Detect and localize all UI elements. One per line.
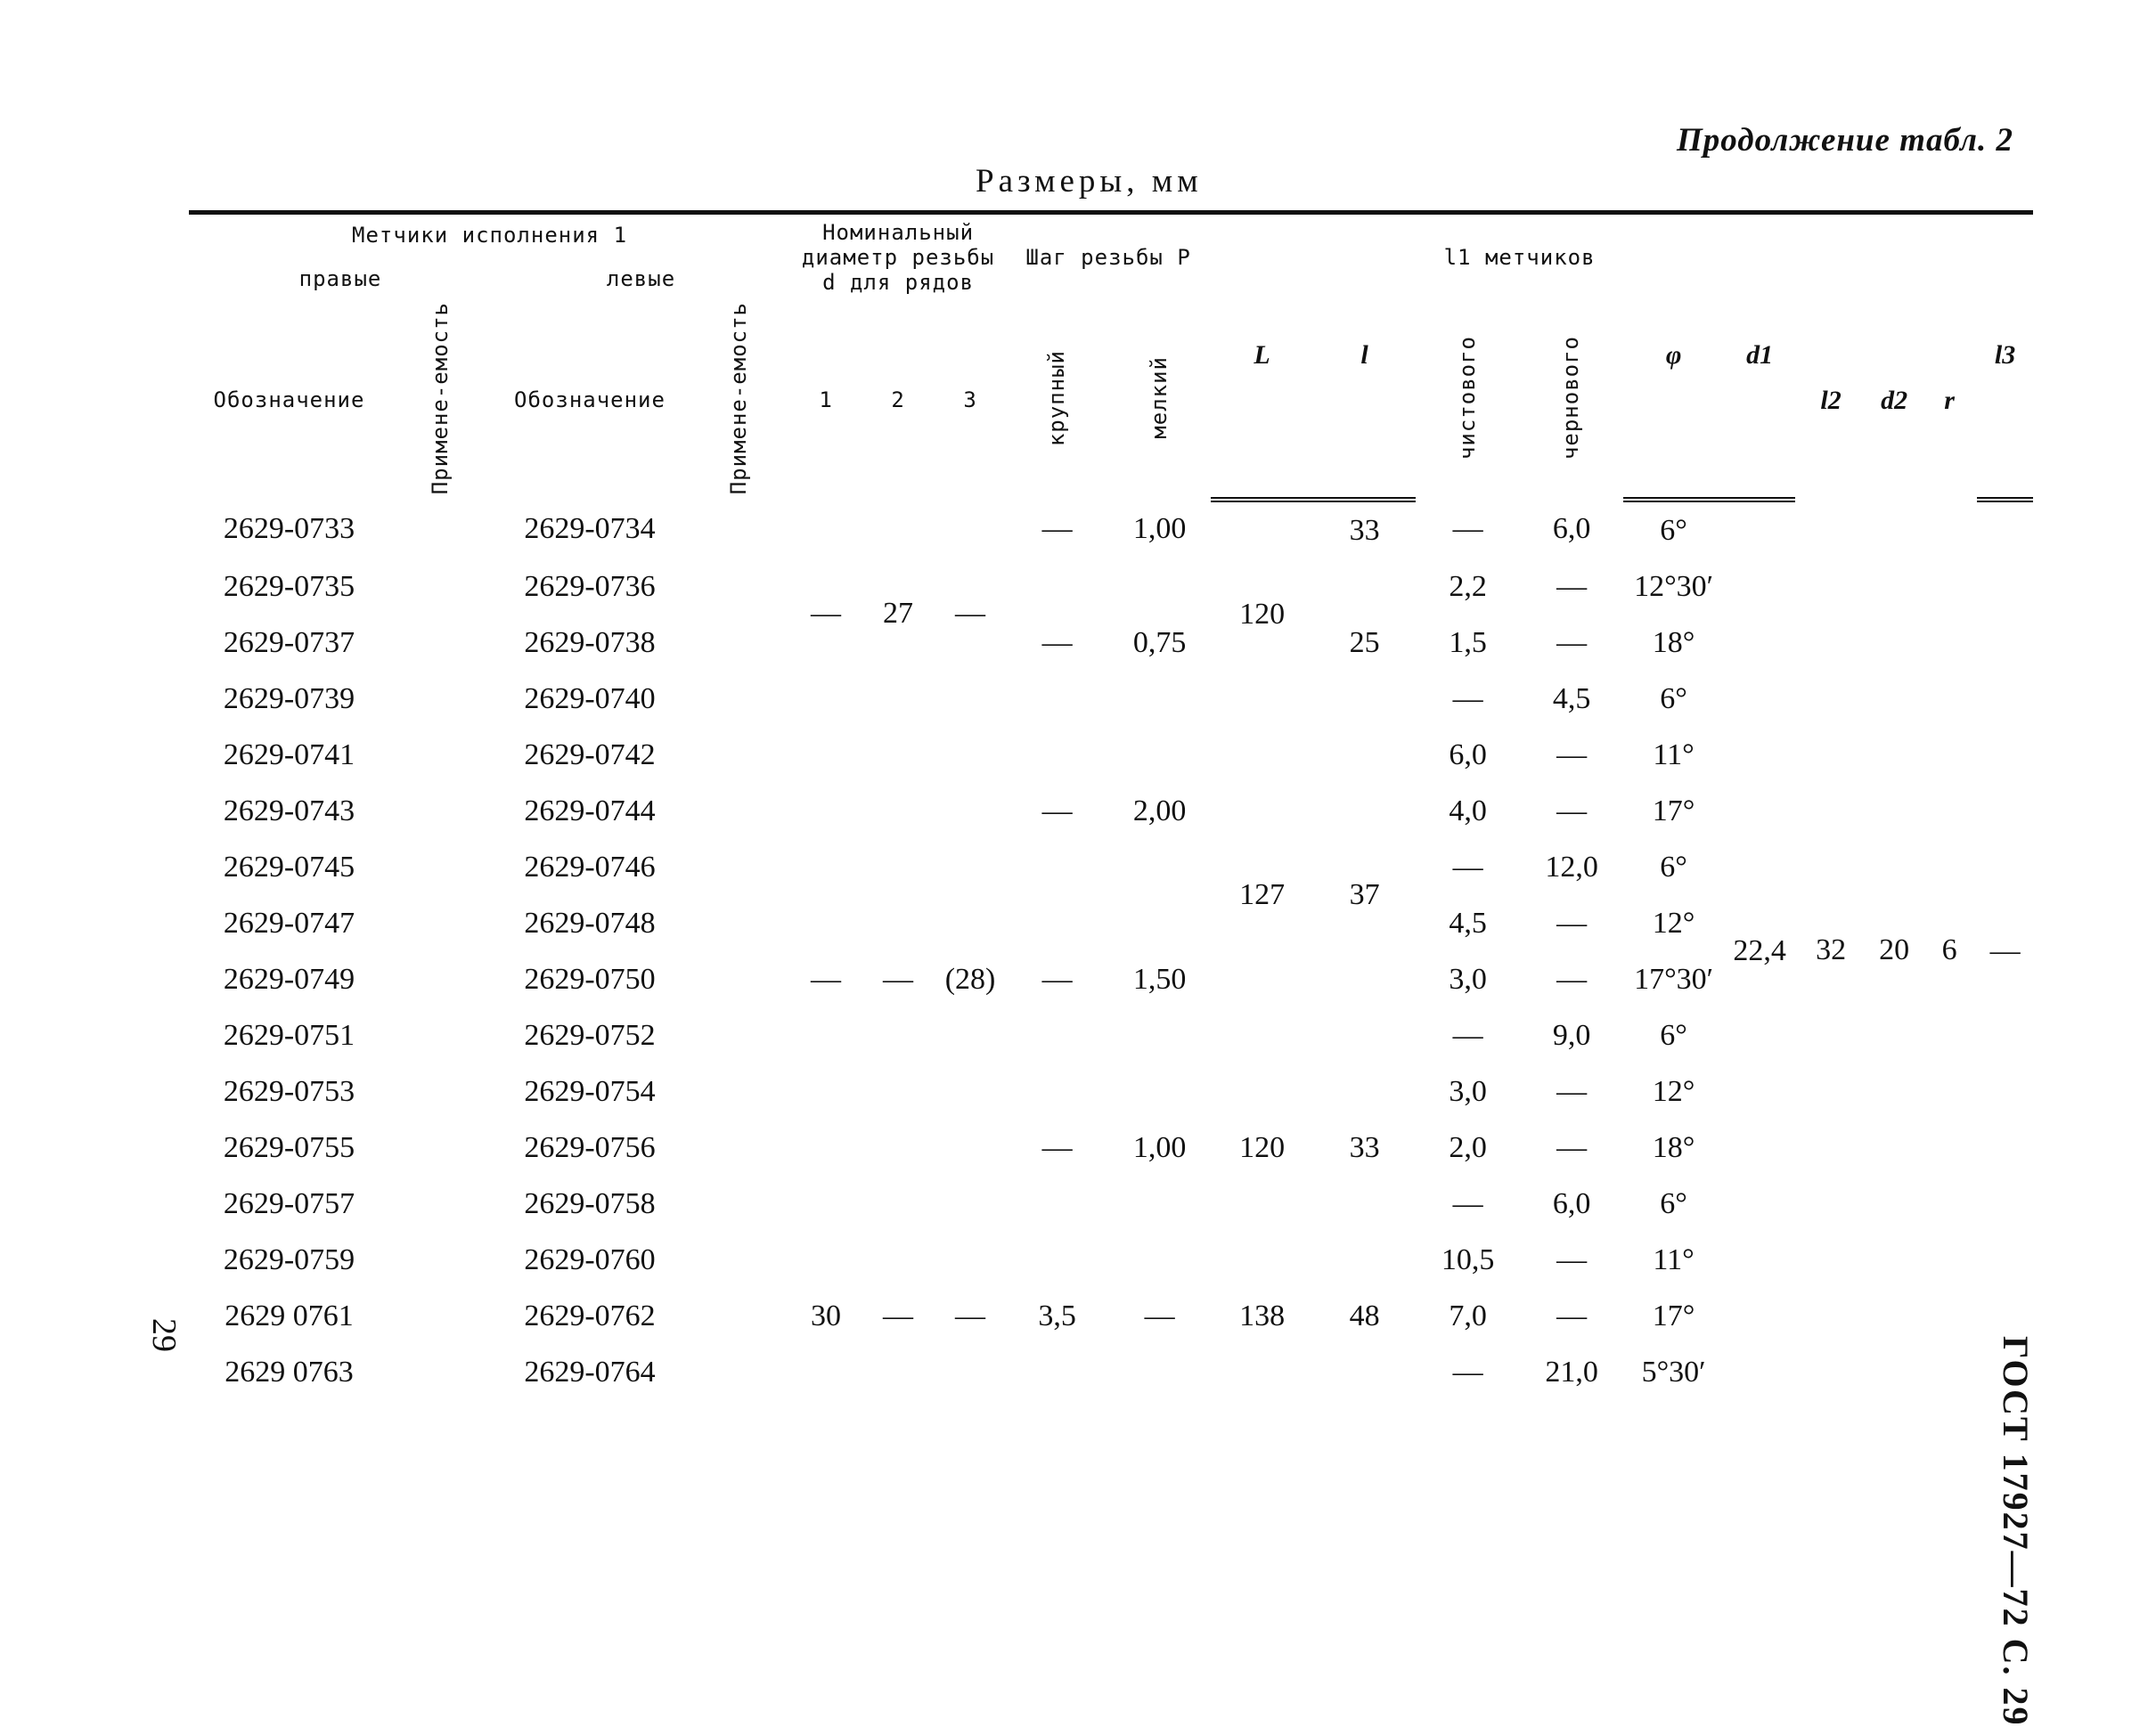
pitch-coarse: 3,5 <box>1038 1299 1076 1332</box>
l1-finishing: 1,5 <box>1449 625 1487 659</box>
designation-right: 2629-0735 <box>223 569 355 603</box>
l1-finishing: 2,0 <box>1449 1130 1487 1164</box>
designation-left: 2629-0752 <box>524 1018 656 1052</box>
designation-right: 2629-0753 <box>223 1074 355 1108</box>
designation-left: 2629-0736 <box>524 569 656 603</box>
applicability-right <box>389 500 492 558</box>
pitch-fine: 2,00 <box>1132 794 1187 827</box>
l1-roughing: — <box>1556 1074 1588 1108</box>
pitch-coarse: — <box>1041 962 1073 996</box>
designation-left-header: Обозначение <box>514 387 666 413</box>
coarse-header: крупный <box>1043 349 1069 446</box>
page-number: 29 <box>145 1318 183 1352</box>
applicability-right <box>389 558 492 615</box>
applicability-right <box>389 1120 492 1176</box>
designation-left: 2629-0750 <box>524 962 656 996</box>
angle-phi: 6° <box>1660 1186 1687 1220</box>
l1-roughing: 9,0 <box>1552 1018 1591 1052</box>
angle-phi: 12° <box>1652 906 1695 940</box>
dims-group-header <box>1795 213 1977 302</box>
applicability-left <box>688 727 790 783</box>
applicability-left-header: Примене-емость <box>725 301 751 494</box>
table-row <box>189 500 2033 558</box>
group-taps-header: Метчики исполнения 1 <box>189 213 790 257</box>
pitch-fine: 1,00 <box>1132 512 1187 546</box>
l1-finishing: 3,0 <box>1449 1074 1487 1108</box>
applicability-left <box>688 558 790 615</box>
l1-finishing: 4,0 <box>1449 794 1487 827</box>
applicability-left <box>688 951 790 1007</box>
l1-finishing: — <box>1452 512 1483 546</box>
l1-roughing: — <box>1556 737 1588 771</box>
applicability-right <box>389 671 492 727</box>
l1-roughing: — <box>1556 962 1588 996</box>
l1-finishing: — <box>1452 850 1483 884</box>
units-caption: Размеры, мм <box>976 163 1203 200</box>
length-l: 33 <box>1349 513 1380 547</box>
l1-finishing: — <box>1452 1186 1483 1220</box>
angle-phi: 17° <box>1652 1299 1695 1332</box>
diameter-row3: (28) <box>944 962 996 996</box>
applicability-left <box>688 615 790 671</box>
applicability-right <box>389 895 492 951</box>
l1-finishing: 10,5 <box>1441 1242 1495 1276</box>
common-r: 6 <box>1941 933 1957 966</box>
diameter-row2: — <box>883 1299 914 1332</box>
row1-header: 1 <box>819 387 833 413</box>
designation-left: 2629-0744 <box>524 794 656 827</box>
length-L: 120 <box>1239 1130 1286 1164</box>
l1-finishing: 4,5 <box>1449 906 1487 940</box>
right-taps-header: правые <box>298 265 382 291</box>
applicability-left <box>688 1176 790 1232</box>
l1-roughing: — <box>1556 569 1588 603</box>
length-L: 138 <box>1239 1299 1286 1332</box>
diameter-row1: 30 <box>811 1299 842 1332</box>
common-l3: — <box>1989 934 2021 968</box>
continuation-label: Продолжение табл. 2 <box>1677 122 2013 159</box>
finishing-header: чистового <box>1454 336 1480 460</box>
designation-right: 2629-0759 <box>223 1242 355 1276</box>
angle-phi: 5°30′ <box>1641 1355 1706 1389</box>
l1-roughing: — <box>1556 794 1588 827</box>
designation-right-header: Обозначение <box>213 387 365 413</box>
designation-right: 2629-0739 <box>223 681 355 715</box>
angle-phi: 6° <box>1660 513 1687 547</box>
pitch-coarse: — <box>1041 1130 1073 1164</box>
designation-left: 2629-0758 <box>524 1186 656 1220</box>
l1-roughing: 12,0 <box>1545 850 1598 884</box>
fine-header: мелкий <box>1146 356 1172 439</box>
diameter-row3: — <box>955 596 986 630</box>
col-l-header: l <box>1313 213 1416 501</box>
l1-finishing: — <box>1452 681 1483 715</box>
l1-roughing: — <box>1556 906 1588 940</box>
angle-phi: 17° <box>1652 794 1695 827</box>
nominal-diameter-header: Номинальный диаметр резьбы d для рядов <box>790 213 1006 302</box>
applicability-left <box>688 1288 790 1344</box>
applicability-left <box>688 1063 790 1120</box>
l1-finishing: 2,2 <box>1449 569 1487 603</box>
angle-phi: 17°30′ <box>1634 962 1714 996</box>
length-l: 48 <box>1349 1299 1380 1332</box>
designation-right: 2629-0757 <box>223 1186 355 1220</box>
designation-right: 2629-0755 <box>223 1130 355 1164</box>
designation-right: 2629 0761 <box>225 1299 354 1332</box>
l1-roughing: 4,5 <box>1552 681 1591 715</box>
applicability-right <box>389 839 492 895</box>
pitch-fine: 1,50 <box>1132 962 1187 996</box>
pitch-fine: 0,75 <box>1132 625 1187 659</box>
applicability-right <box>389 1288 492 1344</box>
pitch-coarse: — <box>1041 794 1073 827</box>
diameter-row2: — <box>883 962 914 996</box>
applicability-right-header: Примене-емость <box>427 301 453 494</box>
designation-left: 2629-0738 <box>524 625 656 659</box>
designation-right: 2629-0741 <box>223 737 355 771</box>
designation-right: 2629 0763 <box>225 1355 354 1389</box>
applicability-right <box>389 1344 492 1400</box>
designation-left: 2629-0734 <box>524 512 656 546</box>
applicability-right <box>389 1007 492 1063</box>
diameter-row1: — <box>811 596 842 630</box>
l1-finishing: — <box>1452 1018 1483 1052</box>
pitch-coarse: — <box>1041 512 1073 546</box>
applicability-right <box>389 951 492 1007</box>
designation-left: 2629-0746 <box>524 850 656 884</box>
applicability-right <box>389 727 492 783</box>
designation-left: 2629-0754 <box>524 1074 656 1108</box>
angle-phi: 18° <box>1652 625 1695 659</box>
l1-roughing: — <box>1556 1299 1588 1332</box>
designation-right: 2629-0743 <box>223 794 355 827</box>
thread-pitch-header: Шаг резьбы P <box>1006 213 1211 302</box>
common-l2: 32 <box>1816 933 1847 966</box>
col-l2-header: l2 <box>1820 385 1842 415</box>
angle-phi: 6° <box>1660 1018 1687 1052</box>
applicability-left <box>688 783 790 839</box>
pitch-fine: — <box>1144 1299 1175 1332</box>
pitch-coarse: — <box>1041 625 1073 659</box>
l1-finishing: — <box>1452 1355 1483 1389</box>
applicability-left <box>688 839 790 895</box>
left-taps-header: левые <box>606 265 676 291</box>
l1-roughing: 6,0 <box>1552 1186 1591 1220</box>
designation-left: 2629-0762 <box>524 1299 656 1332</box>
designation-left: 2629-0760 <box>524 1242 656 1276</box>
col-d1-header: d1 <box>1724 213 1795 501</box>
table-header <box>189 213 2033 501</box>
table-body <box>189 500 2033 1400</box>
designation-left: 2629-0740 <box>524 681 656 715</box>
applicability-right <box>389 1176 492 1232</box>
standard-side-title: ГОСТ 17927—72 С. 29 <box>1996 1336 2036 1727</box>
designation-right: 2629-0749 <box>223 962 355 996</box>
dimensions-table <box>189 210 2033 1400</box>
pitch-fine: 1,00 <box>1132 1130 1187 1164</box>
designation-left: 2629-0764 <box>524 1355 656 1389</box>
length-l: 37 <box>1349 878 1380 912</box>
l1-taps-header: l1 метчиков <box>1416 213 1623 302</box>
angle-phi: 18° <box>1652 1130 1695 1164</box>
l1-roughing: — <box>1556 625 1588 659</box>
length-L: 127 <box>1239 878 1286 912</box>
l1-finishing: 6,0 <box>1449 737 1487 771</box>
angle-phi: 6° <box>1660 850 1687 884</box>
applicability-left <box>688 1007 790 1063</box>
l1-roughing: — <box>1556 1130 1588 1164</box>
common-d2: 20 <box>1879 933 1910 966</box>
applicability-right <box>389 783 492 839</box>
l1-roughing: 6,0 <box>1552 512 1591 546</box>
angle-phi: 12°30′ <box>1634 569 1714 603</box>
designation-right: 2629-0751 <box>223 1018 355 1052</box>
length-L: 120 <box>1239 598 1286 631</box>
col-l3-header: l3 <box>1977 213 2033 501</box>
angle-phi: 12° <box>1652 1074 1695 1108</box>
col-r-header: r <box>1944 385 1955 415</box>
l1-roughing: 21,0 <box>1545 1355 1598 1389</box>
diameter-row1: — <box>811 962 842 996</box>
col-d2-header: d2 <box>1881 385 1908 415</box>
angle-phi: 11° <box>1653 737 1695 771</box>
designation-left: 2629-0742 <box>524 737 656 771</box>
roughing-header: чернового <box>1558 336 1584 460</box>
col-L-header: L <box>1211 213 1313 501</box>
applicability-left <box>688 1120 790 1176</box>
applicability-left <box>688 1344 790 1400</box>
diameter-row2: 27 <box>883 596 914 630</box>
applicability-left <box>688 1232 790 1288</box>
designation-right: 2629-0745 <box>223 850 355 884</box>
l1-roughing: — <box>1556 1242 1588 1276</box>
l1-finishing: 3,0 <box>1449 962 1487 996</box>
designation-left: 2629-0748 <box>524 906 656 940</box>
designation-left: 2629-0756 <box>524 1130 656 1164</box>
applicability-right <box>389 1232 492 1288</box>
diameter-row3: — <box>955 1299 986 1332</box>
angle-phi: 11° <box>1653 1242 1695 1276</box>
row2-header: 2 <box>891 387 905 413</box>
l1-finishing: 7,0 <box>1449 1299 1487 1332</box>
applicability-left <box>688 500 790 558</box>
row3-header: 3 <box>963 387 977 413</box>
applicability-left <box>688 671 790 727</box>
applicability-right <box>389 1063 492 1120</box>
length-l: 25 <box>1349 625 1380 659</box>
length-l: 33 <box>1349 1130 1380 1164</box>
designation-right: 2629-0747 <box>223 906 355 940</box>
designation-right: 2629-0733 <box>223 512 355 546</box>
col-phi-header: φ <box>1623 213 1724 501</box>
applicability-right <box>389 615 492 671</box>
angle-phi: 6° <box>1660 681 1687 715</box>
designation-right: 2629-0737 <box>223 625 355 659</box>
common-d1: 22,4 <box>1733 934 1786 968</box>
applicability-left <box>688 895 790 951</box>
